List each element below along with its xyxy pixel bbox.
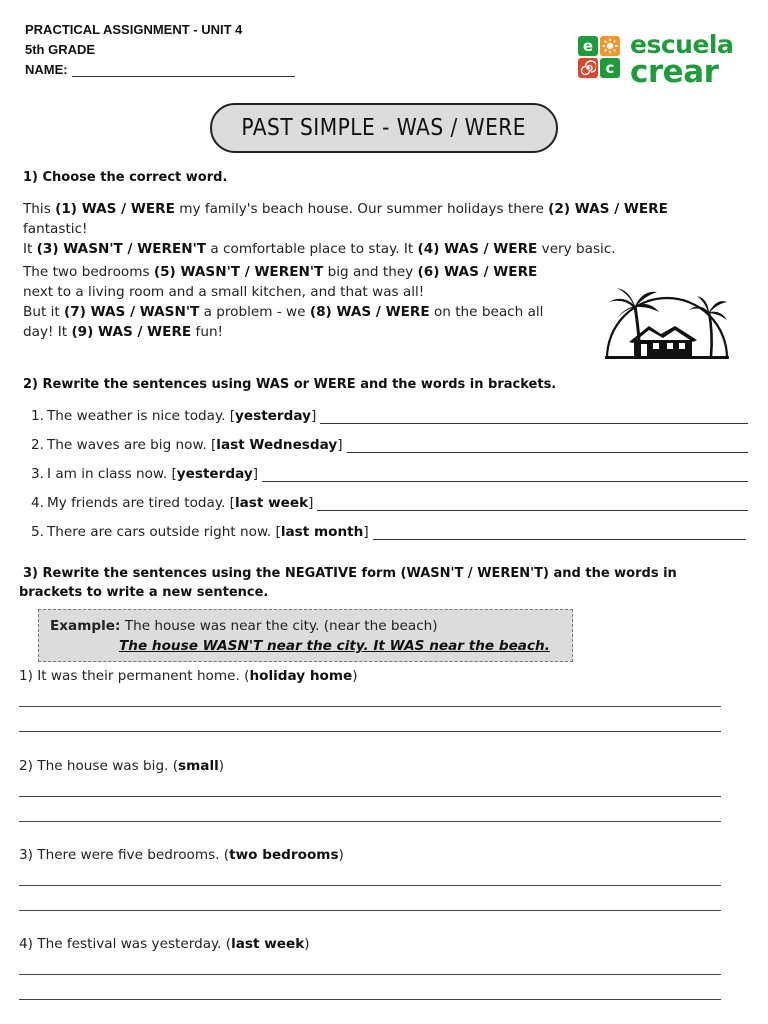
passage-line-5: next to a living room and a small kitchen, and that was all! (23, 284, 425, 300)
section3-heading-line1: 3) Rewrite the sentences using the NEGATIVE form (WASN'T / WEREN'T) and the words in (23, 566, 677, 581)
answer-line[interactable] (19, 706, 721, 707)
answer-line[interactable] (317, 501, 748, 511)
example-sentence: Example: The house was near the city. (near the beach) (50, 618, 438, 634)
answer-line[interactable] (262, 472, 748, 482)
logo-tiles (578, 36, 622, 80)
negative-item-3: 3) There were five bedrooms. (two bedrooms) (19, 847, 344, 863)
name-input-line[interactable] (72, 65, 295, 77)
passage-line-4: The two bedrooms (5) WASN'T / WEREN'T big and they (6) WAS / WERE (23, 264, 538, 280)
passage-line-3: It (3) WASN'T / WEREN'T a comfortable place to stay. It (4) WAS / WERE very basic. (23, 241, 616, 257)
worksheet-title: PAST SIMPLE - WAS / WERE (241, 115, 527, 141)
answer-line[interactable] (320, 414, 748, 424)
grade-label: 5th GRADE (25, 42, 96, 57)
section3-heading-line2: brackets to write a new sentence. (19, 585, 269, 600)
logo-tile-sun (600, 36, 620, 56)
spiral-icon (580, 60, 596, 76)
answer-line[interactable] (19, 821, 721, 822)
answer-line[interactable] (373, 530, 746, 540)
rewrite-item: 1. The weather is nice today. [ yesterday ] (26, 408, 748, 424)
rewrite-item: 2. The waves are big now. [ last Wednesday ] (26, 437, 748, 453)
school-logo (578, 30, 738, 88)
example-box (38, 609, 573, 662)
rewrite-item: 4. My friends are tired today. [ last week ] (26, 495, 748, 511)
answer-line[interactable] (19, 796, 721, 797)
answer-line[interactable] (19, 999, 721, 1000)
worksheet-title-banner (210, 103, 558, 153)
passage-line-1: This (1) WAS / WERE my family's beach house. Our summer holidays there (2) WAS / WERE (23, 201, 668, 217)
section1-heading: 1) Choose the correct word. (23, 170, 228, 185)
answer-line[interactable] (19, 885, 721, 886)
passage-line-6: But it (7) WAS / WASN'T a problem - we (8) WAS / WERE on the beach all (23, 304, 544, 320)
answer-line[interactable] (19, 974, 721, 975)
passage-line-7: day! It (9) WAS / WERE fun! (23, 324, 224, 340)
answer-line[interactable] (347, 443, 748, 453)
passage-line-2: fantastic! (23, 221, 88, 237)
logo-tile-c: c (600, 58, 620, 78)
negative-item-4: 4) The festival was yesterday. (last week) (19, 936, 310, 952)
name-row (25, 62, 295, 77)
rewrite-item: 5. There are cars outside right now. [ last month ] (26, 524, 746, 540)
beach-house-palm-trees-icon (603, 282, 731, 360)
answer-line[interactable] (19, 910, 721, 911)
name-label: NAME: (25, 62, 68, 77)
answer-line[interactable] (19, 731, 721, 732)
negative-item-2: 2) The house was big. (small) (19, 758, 225, 774)
logo-tile-e: e (578, 36, 598, 56)
negative-item-1: 1) It was their permanent home. (holiday home) (19, 668, 358, 684)
logo-word-crear: crear (630, 54, 719, 90)
logo-word-escuela: escuela (630, 30, 734, 59)
sun-icon (602, 38, 618, 54)
logo-tile-spiral (578, 58, 598, 78)
example-answer: The house WASN'T near the city. It WAS near the beach. (119, 638, 550, 654)
assignment-title: PRACTICAL ASSIGNMENT - UNIT 4 (25, 22, 243, 37)
rewrite-item: 3. I am in class now. [ yesterday ] (26, 466, 748, 482)
section2-heading: 2) Rewrite the sentences using WAS or WERE and the words in brackets. (23, 377, 557, 392)
